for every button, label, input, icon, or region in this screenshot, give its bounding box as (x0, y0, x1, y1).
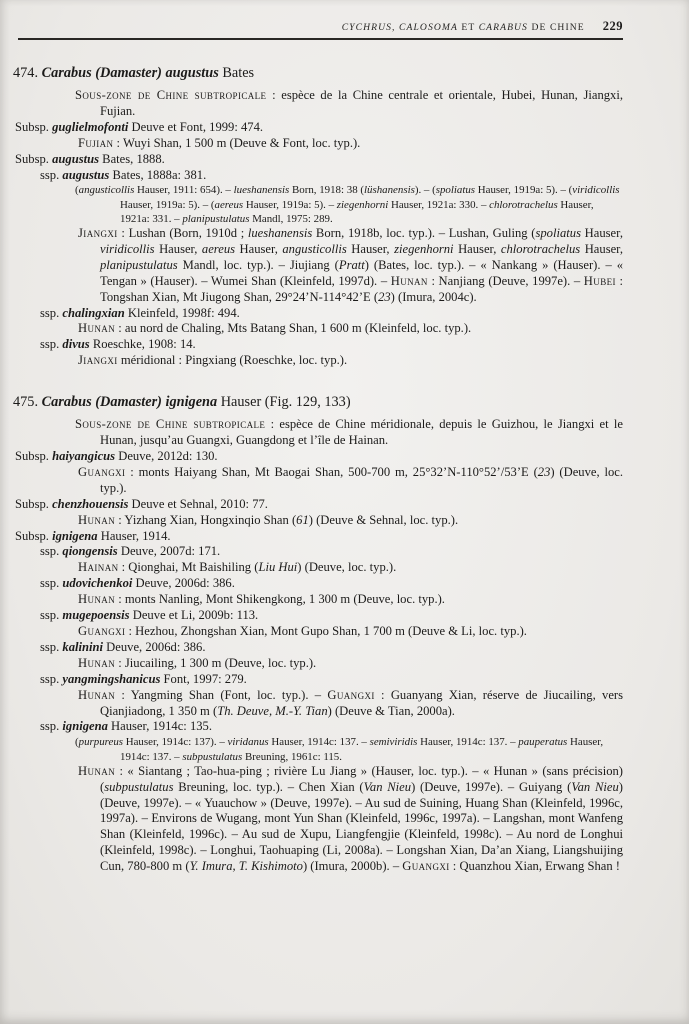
region-name: Jiangxi (78, 353, 118, 368)
subspecies-name: augustus (62, 167, 110, 182)
text-segment: Hauser, 1911: 654). – (134, 184, 234, 197)
subspecies-name: udovichenkoi (62, 576, 133, 591)
synonym-name: purpureus (78, 736, 124, 749)
region-name: Guangxi (78, 623, 126, 638)
text-segment: Deuve et Font, 1999: 474. (128, 119, 264, 134)
text-segment: ssp. (40, 639, 63, 654)
synonyms-augustus (75, 183, 623, 226)
synonym-name: aereus (201, 241, 236, 256)
text-segment: ( (75, 184, 79, 197)
collector-name: Th. Deuve, M.-Y. Tian (217, 703, 328, 718)
synonym-name: semiviridis (369, 736, 418, 749)
subspecies-name: augustus (52, 151, 100, 166)
text-segment: Bates, 1888a: 381. (109, 167, 207, 182)
region-name: Hunan (78, 763, 116, 778)
ssp-chalingxian (40, 306, 623, 322)
text-segment: Hauser, (154, 241, 202, 256)
text-segment: Hauser, 1919a: 5). – (243, 198, 337, 211)
synonym-name: lueshanensis (233, 184, 290, 197)
synonym-name: lüshanensis (364, 184, 415, 197)
synonym-name: planipustulatus (100, 257, 178, 272)
text-segment: : Qionghai, Mt Baishiling ( (118, 560, 259, 575)
map-reference: 61 (296, 512, 309, 527)
text-segment: Breuning, 1961c: 115. (242, 750, 342, 763)
synonym-name: planipustulatus (182, 212, 250, 225)
species-number: 475. (13, 394, 42, 411)
text-segment: Deuve et Li, 2009b: 113. (129, 608, 259, 623)
text-segment: : « Siantang ; Tao-hua-ping ; rivière Lu Jiang » (Hauser, loc. typ.). – « Hunan » (sans précision) ( (100, 763, 623, 794)
ssp-udovichenkoi (40, 576, 623, 592)
region-hunan-chaling (78, 321, 623, 337)
text-segment: : Quanzhou Xian, Erwang Shan ! (449, 859, 620, 874)
subspecies-name: ignigena (52, 528, 98, 543)
synonym-name: spoliatus (435, 184, 476, 197)
text-segment: : au nord de Chaling, Mts Batang Shan, 1 600 m (Kleinfeld, loc. typ.). (115, 321, 472, 336)
synonym-name: subpustulatus (182, 750, 243, 763)
subspecies-name: divus (62, 337, 90, 352)
text-segment: Hauser, (453, 241, 501, 256)
synonym-name: angusticollis (282, 241, 347, 256)
synonym-name: angusticollis (78, 184, 135, 197)
synonym-name: chlorotrachelus (500, 241, 581, 256)
subsp-ignigena (15, 529, 623, 545)
collector-name: Van Nieu (363, 779, 412, 794)
text-segment: Deuve, 2006d: 386. (103, 639, 206, 654)
region-name: Hunan (78, 512, 116, 527)
region-name: Fujian (78, 135, 114, 150)
text-segment: : Guanyang Xian, réserve de Jiucailing, vers Qianjiadong, 1 350 m ( (100, 687, 623, 718)
subsp-chenzhouensis (15, 497, 623, 513)
author-figure-ref: Hauser (Fig. 129, 133) (217, 394, 351, 411)
map-reference: 23 (378, 289, 391, 304)
text-segment: Hauser, 1921a: 330. – (388, 198, 490, 211)
text-segment: : Jiucailing, 1 300 m (Deuve, loc. typ.). (115, 655, 317, 670)
text-segment: : Yangming Shan (Font, loc. typ.). – (115, 687, 328, 702)
region-name: Hunan (78, 592, 116, 607)
text-segment: ). – ( (414, 184, 436, 197)
species-heading-475 (13, 393, 623, 411)
text-segment: Deuve et Sehnal, 2010: 77. (128, 496, 268, 511)
subspecies-name: yangmingshanicus (62, 671, 161, 686)
region-hunan-jiucailing (78, 656, 623, 672)
subspecies-name: ignigena (62, 719, 108, 734)
synonym-name: pauperatus (518, 736, 568, 749)
text-segment: Hauser, 1914c: 135. (107, 719, 212, 734)
ssp-kalinini (40, 640, 623, 656)
ssp-augustus (40, 168, 623, 184)
region-hainan-qionghai (78, 560, 623, 576)
region-name: Jiangxi (78, 226, 118, 241)
text-segment: ( (75, 736, 79, 749)
collector-name: Van Nieu (571, 779, 619, 794)
collector-name: Y. Imura, T. Kishimoto (189, 859, 303, 874)
text-segment: Born, 1918b, loc. typ.). – Lushan, Guling ( (312, 226, 536, 241)
zone-label: Sous-zone de Chine subtropicale (75, 417, 266, 432)
text-segment: : monts Nanling, Mont Shikengkong, 1 300 m (Deuve, loc. typ.). (115, 592, 445, 607)
text-segment: ) (Deuve & Tian, 2000a). (327, 703, 455, 718)
text-segment: Subsp. (15, 119, 53, 134)
synonym-name: aereus (214, 198, 244, 211)
ssp-mugepoensis (40, 608, 623, 624)
ssp-qiongensis (40, 544, 623, 560)
text-segment: Mandl, loc. typ.). – Jiujiang ( (177, 257, 339, 272)
text-segment: Subsp. (15, 528, 53, 543)
text-segment: Bates, 1888. (99, 151, 165, 166)
text-segment: Kleinfeld, 1998f: 494. (124, 305, 240, 320)
subsp-haiyangicus (15, 449, 623, 465)
synonym-name: ziegenhorni (394, 241, 454, 256)
region-name: Hainan (78, 560, 119, 575)
text-segment: Breuning, loc. typ.). – Chen Xian ( (173, 779, 364, 794)
text-segment: : Lushan (Born, 1910d ; (117, 226, 248, 241)
text-segment: ) (Deuve, loc. typ.). (297, 560, 397, 575)
region-hunan-yizhang (78, 513, 623, 529)
text-segment: : espèce de la Chine centrale et orientale, Hubei, Hunan, Jiangxi, Fujian. (100, 88, 623, 118)
text-segment: ET (457, 22, 479, 33)
region-guangxi-haiyang (78, 465, 623, 497)
text-segment: ssp. (40, 671, 63, 686)
subspecies-name: haiyangicus (52, 449, 116, 464)
map-reference: 23 (537, 464, 551, 479)
region-name: Hunan (78, 321, 116, 336)
text-segment: ) (Deuve, loc. typ.). (100, 464, 623, 495)
text-segment: Hauser, (580, 241, 624, 256)
region-name: Guangxi (327, 687, 375, 702)
text-segment: ) (Deuve, 1997e). – « Yuauchow » (Deuve, 1997e). – Au sud de Suining, Huang Shan (Kleinfeld, 1996c, 1997a). – Environs de Wugang, mont Yun Shan (Kleinfeld, 1996c, 1997a). – Langshan, mont Wanfeng Shan (Kleinfeld, 1996c). – Au sud de Xupu, Liangfengjie (Kleinfeld, 1998c). – Au nord de Longhui (Kleinfeld, 1998c). – Longhui, Taohuaping (Li, 2008a). – Longshan Xian, Da’an Xiang, Liangshuijing Cun, 780-800 m ( (100, 779, 623, 874)
region-hunan-guangxi-ignigena (78, 764, 623, 875)
region-name: Guangxi (78, 464, 126, 479)
species-heading-474 (13, 64, 623, 82)
region-guangxi-hezhou (78, 624, 623, 640)
synonyms-ignigena (75, 735, 623, 763)
text-segment: ) (Deuve, 1997e). – Guiyang ( (411, 779, 572, 794)
text-segment: Hauser, 1914c: 137). – (123, 736, 228, 749)
subsp-guglielmofonti (15, 120, 623, 136)
synonym-name: ziegenhorni (336, 198, 389, 211)
text-segment: Subsp. (15, 496, 53, 511)
text-segment: ssp. (40, 608, 63, 623)
text-segment: Subsp. (15, 151, 53, 166)
text-segment: Hauser, 1914. (97, 528, 171, 543)
text-segment: : espèce de Chine méridionale, depuis le Guizhou, le Jiangxi et le Hunan, jusqu’au Guangxi, Guangdong et l’île de Hainan. (100, 417, 623, 448)
text-segment: Roeschke, 1908: 14. (89, 337, 196, 352)
region-name: Hubei (583, 273, 616, 288)
region-name: Hunan (390, 273, 428, 288)
text-segment: : Wuyi Shan, 1 500 m (Deuve & Font, loc. typ.). (113, 135, 361, 150)
text-segment: Subsp. (15, 449, 53, 464)
ssp-yangmingshanicus (40, 672, 623, 688)
text-segment: Hauser, 1919a: 5). – ( (475, 184, 573, 197)
subspecies-name: mugepoensis (62, 608, 130, 623)
distribution-474 (75, 88, 623, 120)
synonym-name: viridicollis (100, 241, 155, 256)
text-segment: ssp. (40, 305, 63, 320)
zone-label: Sous-zone de Chine subtropicale (75, 88, 267, 102)
page-header (0, 0, 689, 34)
text-segment: Hauser, 1921a: 331. – (120, 198, 594, 225)
text-segment: : monts Haiyang Shan, Mt Baogai Shan, 500-700 m, 25°32’N-110°52’/53’E ( (125, 464, 538, 479)
genus-names-italic: CYCHRUS, CALOSOMA (341, 22, 458, 33)
region-jiangxi-meridional (78, 353, 623, 369)
text-segment: Mandl, 1975: 289. (249, 212, 333, 225)
text-segment: ssp. (40, 337, 63, 352)
region-name: Guangxi (402, 859, 450, 874)
text-segment: ssp. (40, 167, 63, 182)
header-rule (18, 38, 623, 40)
text-segment: ssp. (40, 544, 63, 559)
text-segment: : Yizhang Xian, Hongxinqio Shan ( (115, 512, 297, 527)
text-segment: Hauser, 1919a: 5). – ( (120, 198, 215, 211)
ssp-ignigena-nominal (40, 719, 623, 735)
text-segment: ) (Imura, 2000b). – (302, 859, 403, 874)
synonym-name: lueshanensis (247, 226, 313, 241)
synonym-name: subpustulatus (104, 779, 174, 794)
text-segment: Hauser, (235, 241, 283, 256)
text-segment: DE CHINE (527, 22, 585, 33)
text-segment: ) (Deuve & Sehnal, loc. typ.). (308, 512, 459, 527)
region-hunan-guangxi-yangming (78, 688, 623, 720)
text-segment: : Hezhou, Zhongshan Xian, Mont Gupo Shan, 1 700 m (Deuve & Li, loc. typ.). (125, 623, 527, 638)
text-segment: ) (Imura, 2004c). (390, 289, 477, 304)
synonym-name: viridicollis (572, 184, 620, 197)
region-jiangxi-lushan (78, 226, 623, 306)
subspecies-name: chenzhouensis (52, 496, 129, 511)
text-segment: méridional : Pingxiang (Roeschke, loc. typ.). (117, 353, 348, 368)
subspecies-name: chalingxian (62, 305, 125, 320)
text-segment: ssp. (40, 719, 63, 734)
text-segment: Deuve, 2012d: 130. (115, 449, 218, 464)
text-segment: Hauser, 1914c: 137. – (268, 736, 370, 749)
text-segment: Born, 1918: 38 ( (289, 184, 364, 197)
text-segment: Hauser, 1914c: 137. – (120, 736, 604, 763)
species-name: Carabus (Damaster) augustus (41, 65, 219, 81)
subspecies-name: kalinini (62, 639, 104, 654)
collector-name: Pratt (338, 257, 365, 272)
ssp-divus (40, 337, 623, 353)
running-title (342, 22, 585, 33)
genus-name-italic: CARABUS (478, 22, 528, 33)
text-segment: : Tongshan Xian, Mt Jiugong Shan, 29°24’N-114°42’E ( (100, 273, 624, 304)
page-body (0, 64, 689, 875)
synonym-name: spoliatus (535, 226, 581, 241)
region-fujian-wuyi (78, 136, 623, 152)
text-segment: Hauser, 1914c: 137. – (417, 736, 519, 749)
subsp-augustus (15, 152, 623, 168)
text-segment: ) (Bates, loc. typ.). – « Nankang » (Hauser). – « Tengan » (Hauser). – Wumei Shan (Kleinfeld, 1997d). – (100, 257, 624, 288)
region-name: Hunan (78, 687, 116, 702)
text-segment: Deuve, 2007d: 171. (117, 544, 221, 559)
text-segment: Hauser, (580, 226, 623, 241)
collector-name: Liu Hui (258, 560, 298, 575)
text-segment: Hauser, (346, 241, 395, 256)
text-segment: ssp. (40, 576, 63, 591)
text-segment: : Nanjiang (Deuve, 1997e). – (427, 273, 584, 288)
distribution-475 (75, 417, 623, 449)
subspecies-name: guglielmofonti (52, 119, 129, 134)
region-name: Hunan (78, 655, 116, 670)
species-name: Carabus (Damaster) ignigena (41, 394, 218, 411)
page-number: 229 (602, 19, 623, 33)
author: Bates (218, 65, 255, 81)
synonym-name: chlorotrachelus (489, 198, 558, 211)
text-segment: Deuve, 2006d: 386. (132, 576, 235, 591)
subspecies-name: qiongensis (62, 544, 118, 559)
species-number: 474. (13, 65, 42, 81)
region-hunan-nanling (78, 592, 623, 608)
text-segment: Font, 1997: 279. (160, 671, 247, 686)
synonym-name: viridanus (227, 736, 269, 749)
